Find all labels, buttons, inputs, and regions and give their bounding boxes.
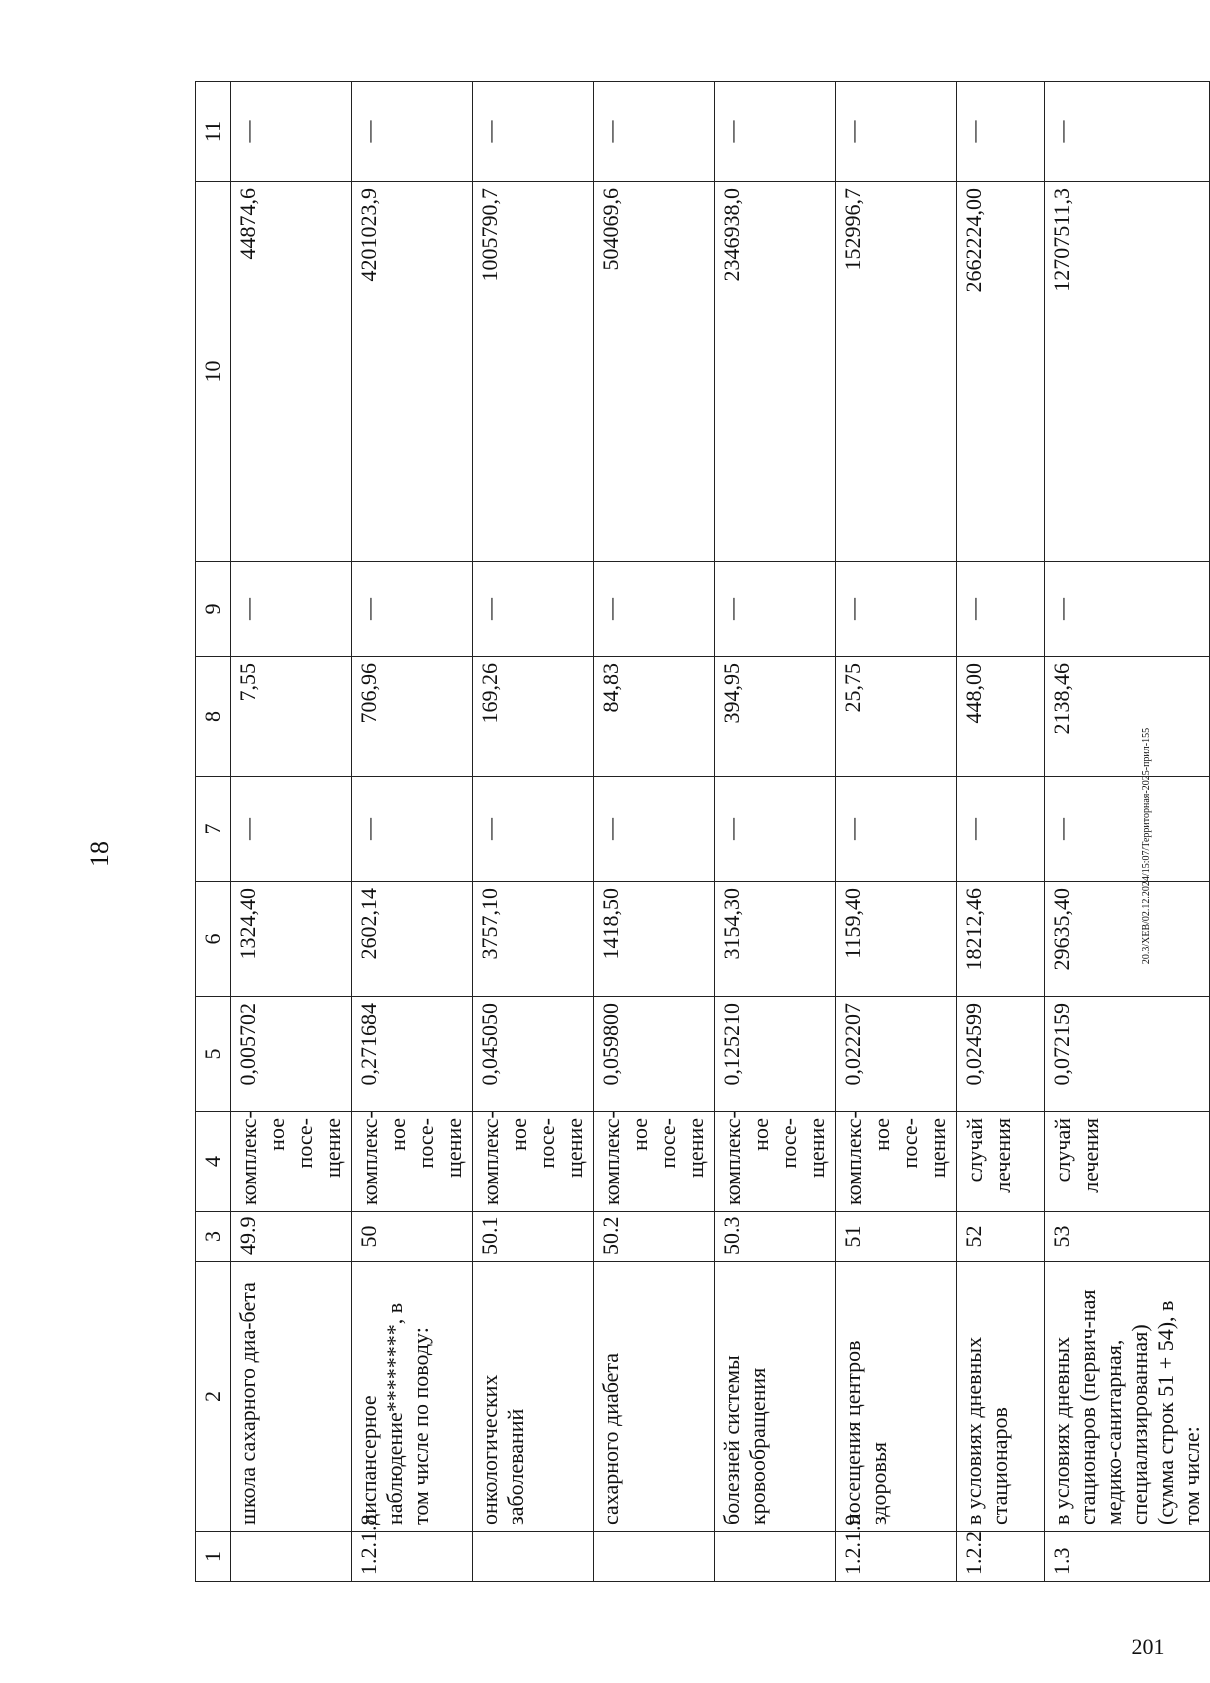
- table-row: [594, 82, 715, 1582]
- row-col9: —: [473, 562, 594, 657]
- row-col7: —: [715, 777, 836, 882]
- row-col10: 2662224,00: [957, 182, 1045, 562]
- row-cost: 3757,10: [473, 882, 594, 997]
- row-col11: —: [957, 82, 1045, 182]
- row-col11: —: [594, 82, 715, 182]
- row-cost: 1418,50: [594, 882, 715, 997]
- row-line-number: 51: [836, 1212, 957, 1262]
- header-cell: 1: [196, 1532, 231, 1582]
- row-code: 1.2.1.9: [836, 1532, 957, 1582]
- row-norm: 0,005702: [231, 997, 352, 1112]
- row-code: 1.2.2: [957, 1532, 1045, 1582]
- table-row: [715, 82, 836, 1582]
- row-col11: —: [715, 82, 836, 182]
- header-cell: 8: [196, 657, 231, 777]
- row-unit: случай лечения: [1045, 1112, 1210, 1212]
- row-code: 1.2.1.8: [352, 1532, 473, 1582]
- row-cost: 1159,40: [836, 882, 957, 997]
- row-cost: 2602,14: [352, 882, 473, 997]
- row-norm: 0,059800: [594, 997, 715, 1112]
- row-col9: —: [715, 562, 836, 657]
- row-col7: —: [352, 777, 473, 882]
- row-code: [231, 1532, 352, 1582]
- row-col8: 448,00: [957, 657, 1045, 777]
- page-number: 18: [85, 841, 114, 867]
- table-row: [957, 82, 1045, 1582]
- row-col7: —: [231, 777, 352, 882]
- sheet-number: 201: [1131, 1634, 1165, 1659]
- document-side-note: 20.3/XEB/02.12.2024/15:07/Территорная-2025-прил-155: [1141, 727, 1152, 965]
- row-col8: 25,75: [836, 657, 957, 777]
- row-line-number: 53: [1045, 1212, 1210, 1262]
- table-row: [473, 82, 594, 1582]
- row-name: диспансерное наблюдение********, в том числе по поводу:: [352, 1262, 473, 1532]
- row-col8: 169,26: [473, 657, 594, 777]
- header-cell: 7: [196, 777, 231, 882]
- row-name: сахарного диабета: [594, 1262, 715, 1532]
- row-norm: 0,024599: [957, 997, 1045, 1112]
- row-code: [594, 1532, 715, 1582]
- row-code: [715, 1532, 836, 1582]
- row-line-number: 50: [352, 1212, 473, 1262]
- row-col7: —: [957, 777, 1045, 882]
- row-norm: 0,072159: [1045, 997, 1210, 1112]
- row-norm: 0,045050: [473, 997, 594, 1112]
- row-col10: 44874,6: [231, 182, 352, 562]
- row-name: онкологических заболеваний: [473, 1262, 594, 1532]
- row-col11: —: [231, 82, 352, 182]
- row-col10: 152996,7: [836, 182, 957, 562]
- row-unit: случай лечения: [957, 1112, 1045, 1212]
- row-name: посещения центров здоровья: [836, 1262, 957, 1532]
- row-norm: 0,022207: [836, 997, 957, 1112]
- row-col8: 706,96: [352, 657, 473, 777]
- row-col11: —: [352, 82, 473, 182]
- header-row: [196, 82, 231, 1582]
- row-col9: —: [1045, 562, 1210, 657]
- row-col8: 2138,46: [1045, 657, 1210, 777]
- row-line-number: 50.1: [473, 1212, 594, 1262]
- row-col9: —: [836, 562, 957, 657]
- row-code: 1.3: [1045, 1532, 1210, 1582]
- row-col10: 504069,6: [594, 182, 715, 562]
- header-cell: 2: [196, 1262, 231, 1532]
- table-row: [1045, 82, 1210, 1582]
- row-unit: комплекс-ное посе-щение: [594, 1112, 715, 1212]
- row-col11: —: [836, 82, 957, 182]
- finance-table: [195, 81, 1210, 1582]
- row-cost: 18212,46: [957, 882, 1045, 997]
- row-code: [473, 1532, 594, 1582]
- header-cell: 10: [196, 182, 231, 562]
- row-cost: 3154,30: [715, 882, 836, 997]
- row-col10: 12707511,3: [1045, 182, 1210, 562]
- row-col11: —: [1045, 82, 1210, 182]
- row-line-number: 50.2: [594, 1212, 715, 1262]
- table-row: [231, 82, 352, 1582]
- row-unit: комплекс-ное посе-щение: [473, 1112, 594, 1212]
- row-norm: 0,125210: [715, 997, 836, 1112]
- row-name: болезней системы кровообращения: [715, 1262, 836, 1532]
- row-cost: 1324,40: [231, 882, 352, 997]
- row-col7: —: [594, 777, 715, 882]
- row-col8: 84,83: [594, 657, 715, 777]
- header-cell: 11: [196, 82, 231, 182]
- row-cost: 29635,40: [1045, 882, 1210, 997]
- table-row: [836, 82, 957, 1582]
- row-name: в условиях дневных стационаров (первич-ная медико-санитарная, специализированная) (сумма строк 51 + 54), в том числе:: [1045, 1262, 1210, 1532]
- row-unit: комплекс-ное посе-щение: [715, 1112, 836, 1212]
- row-norm: 0,271684: [352, 997, 473, 1112]
- row-col10: 1005790,7: [473, 182, 594, 562]
- row-name: в условиях дневных стационаров: [957, 1262, 1045, 1532]
- row-col11: —: [473, 82, 594, 182]
- header-cell: 6: [196, 882, 231, 997]
- row-col7: —: [1045, 777, 1210, 882]
- row-line-number: 49.9: [231, 1212, 352, 1262]
- table-row: [352, 82, 473, 1582]
- row-unit: комплекс-ное посе-щение: [231, 1112, 352, 1212]
- row-line-number: 52: [957, 1212, 1045, 1262]
- row-col8: 7,55: [231, 657, 352, 777]
- row-col7: —: [473, 777, 594, 882]
- header-cell: 5: [196, 997, 231, 1112]
- row-unit: комплекс-ное посе-щение: [352, 1112, 473, 1212]
- row-col8: 394,95: [715, 657, 836, 777]
- row-col9: —: [352, 562, 473, 657]
- row-unit: комплекс-ное посе-щение: [836, 1112, 957, 1212]
- row-col10: 2346938,0: [715, 182, 836, 562]
- row-col10: 4201023,9: [352, 182, 473, 562]
- row-col7: —: [836, 777, 957, 882]
- header-cell: 4: [196, 1112, 231, 1212]
- row-name: школа сахарного диа-бета: [231, 1262, 352, 1532]
- row-line-number: 50.3: [715, 1212, 836, 1262]
- row-col9: —: [231, 562, 352, 657]
- row-col9: —: [594, 562, 715, 657]
- header-cell: 3: [196, 1212, 231, 1262]
- row-col9: —: [957, 562, 1045, 657]
- header-cell: 9: [196, 562, 231, 657]
